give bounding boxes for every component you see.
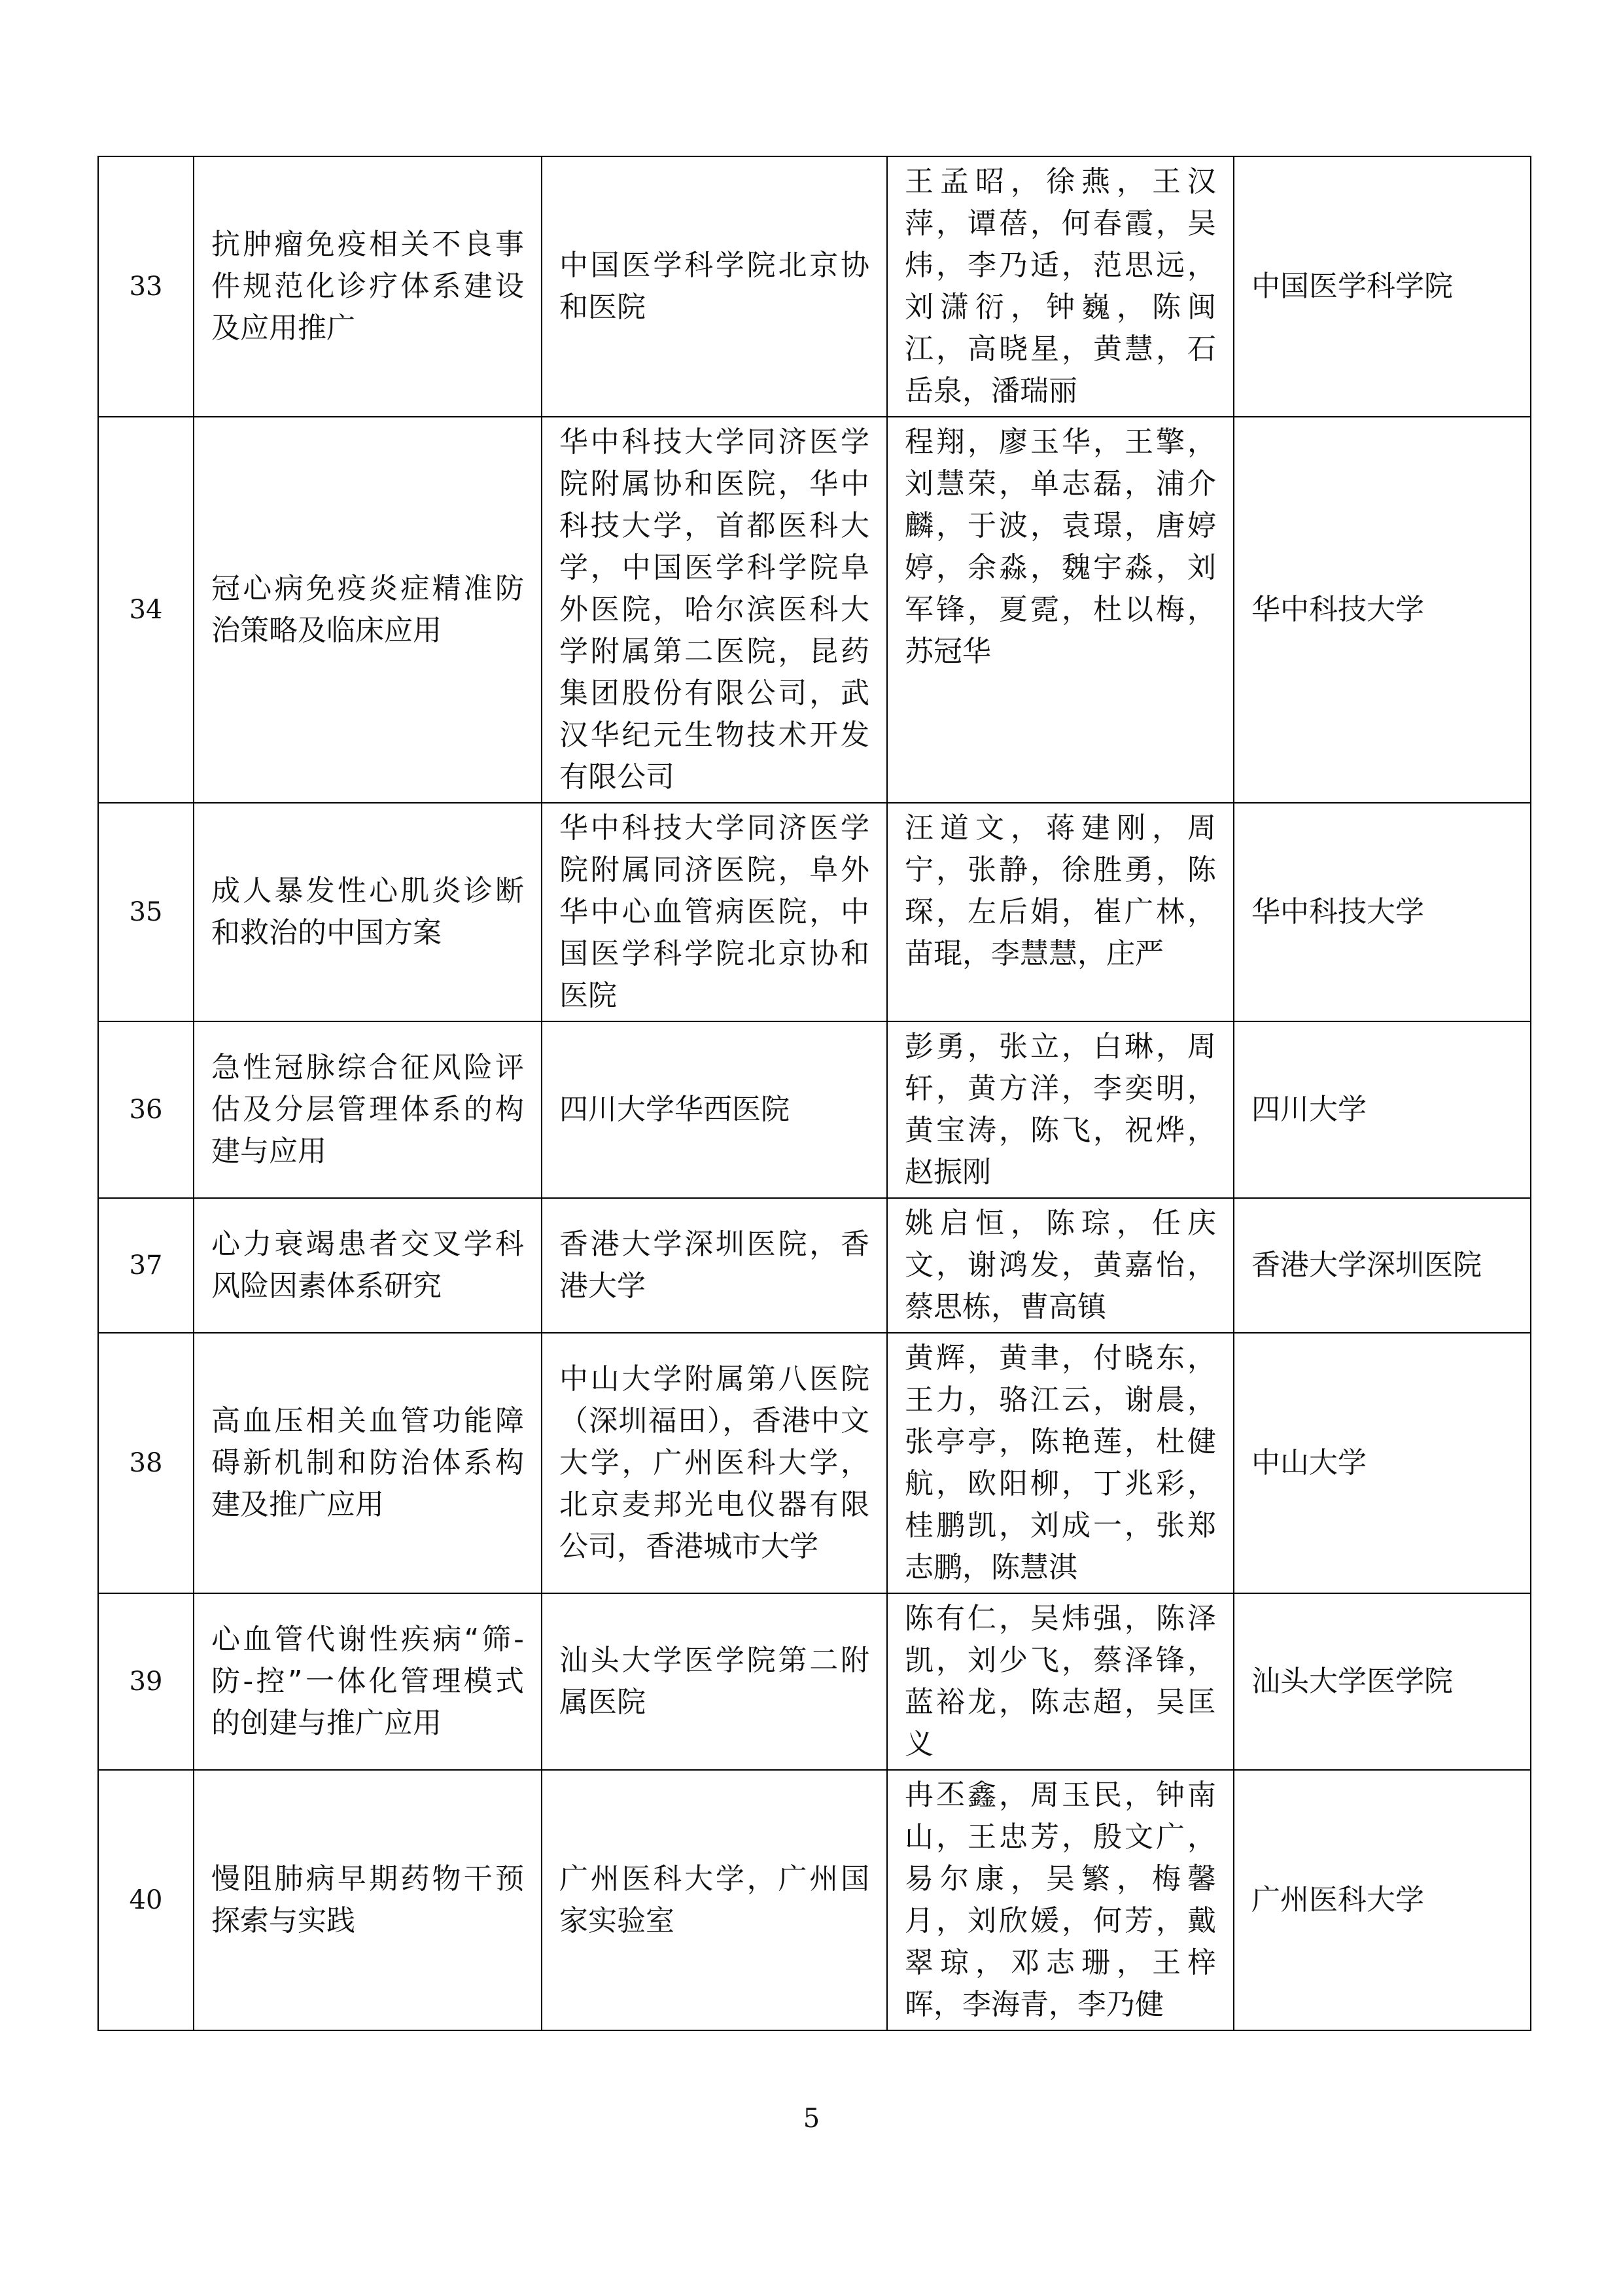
- nominating-unit: 华中科技大学: [1234, 417, 1531, 803]
- project-name: 慢阻肺病早期药物干预探索与实践: [194, 1770, 542, 2030]
- table-row: [98, 803, 1531, 1021]
- table-row: [98, 156, 1531, 417]
- project-name: 心血管代谢性疾病“筛-防-控”一体化管理模式的创建与推广应用: [194, 1593, 542, 1770]
- page-number: 5: [803, 2104, 820, 2134]
- nominating-unit: 香港大学深圳医院: [1234, 1198, 1531, 1333]
- completing-units: 中国医学科学院北京协和医院: [542, 156, 887, 417]
- row-number: 36: [98, 1021, 194, 1198]
- completing-people: 陈有仁，吴炜强，陈泽凯，刘少飞，蔡泽锋，蓝裕龙，陈志超，吴匡义: [887, 1593, 1234, 1770]
- table-row: [98, 1021, 1531, 1198]
- completing-people: 汪道文，蒋建刚，周宁，张静，徐胜勇，陈琛，左后娟，崔广林，苗琨，李慧慧，庄严: [887, 803, 1234, 1021]
- row-number: 39: [98, 1593, 194, 1770]
- project-name: 高血压相关血管功能障碍新机制和防治体系构建及推广应用: [194, 1333, 542, 1593]
- table-row: [98, 417, 1531, 803]
- completing-people: 黄辉，黄聿，付晓东，王力，骆江云，谢晨，张亭亭，陈艳莲，杜健航，欧阳柳，丁兆彩，桂鹏凯，刘成一，张郑志鹏，陈慧淇: [887, 1333, 1234, 1593]
- completing-units: 华中科技大学同济医学院附属同济医院，阜外华中心血管病医院，中国医学科学院北京协和医院: [542, 803, 887, 1021]
- nominating-unit: 华中科技大学: [1234, 803, 1531, 1021]
- completing-people: 彭勇，张立，白琳，周轩，黄方洋，李奕明，黄宝涛，陈飞，祝烨，赵振刚: [887, 1021, 1234, 1198]
- project-name: 抗肿瘤免疫相关不良事件规范化诊疗体系建设及应用推广: [194, 156, 542, 417]
- completing-people: 王孟昭，徐燕，王汉萍，谭蓓，何春霞，吴炜，李乃适，范思远，刘潇衍，钟巍，陈闽江，高晓星，黄慧，石岳泉，潘瑞丽: [887, 156, 1234, 417]
- project-name: 冠心病免疫炎症精准防治策略及临床应用: [194, 417, 542, 803]
- award-table: [97, 156, 1531, 2031]
- completing-units: 香港大学深圳医院，香港大学: [542, 1198, 887, 1333]
- completing-units: 四川大学华西医院: [542, 1021, 887, 1198]
- nominating-unit: 四川大学: [1234, 1021, 1531, 1198]
- completing-people: 冉丕鑫，周玉民，钟南山，王忠芳，殷文广，易尔康，吴繁，梅馨月，刘欣媛，何芳，戴翠琼，邓志珊，王梓晖，李海青，李乃健: [887, 1770, 1234, 2030]
- completing-people: 程翔，廖玉华，王擎，刘慧荣，单志磊，浦介麟，于波，袁璟，唐婷婷，余淼，魏宇淼，刘军锋，夏霓，杜以梅，苏冠华: [887, 417, 1234, 803]
- row-number: 37: [98, 1198, 194, 1333]
- nominating-unit: 中国医学科学院: [1234, 156, 1531, 417]
- row-number: 40: [98, 1770, 194, 2030]
- completing-units: 华中科技大学同济医学院附属协和医院，华中科技大学，首都医科大学，中国医学科学院阜外医院，哈尔滨医科大学附属第二医院，昆药集团股份有限公司，武汉华纪元生物技术开发有限公司: [542, 417, 887, 803]
- completing-units: 广州医科大学，广州国家实验室: [542, 1770, 887, 2030]
- row-number: 35: [98, 803, 194, 1021]
- completing-units: 中山大学附属第八医院（深圳福田），香港中文大学，广州医科大学，北京麦邦光电仪器有限公司，香港城市大学: [542, 1333, 887, 1593]
- project-name: 心力衰竭患者交叉学科风险因素体系研究: [194, 1198, 542, 1333]
- nominating-unit: 汕头大学医学院: [1234, 1593, 1531, 1770]
- project-name: 成人暴发性心肌炎诊断和救治的中国方案: [194, 803, 542, 1021]
- project-name: 急性冠脉综合征风险评估及分层管理体系的构建与应用: [194, 1021, 542, 1198]
- table-row: [98, 1593, 1531, 1770]
- row-number: 33: [98, 156, 194, 417]
- table-row: [98, 1333, 1531, 1593]
- award-table-body: [98, 156, 1531, 2030]
- row-number: 34: [98, 417, 194, 803]
- completing-people: 姚启恒，陈琮，任庆文，谢鸿发，黄嘉怡，蔡思栋，曹高镇: [887, 1198, 1234, 1333]
- table-row: [98, 1198, 1531, 1333]
- table-row: [98, 1770, 1531, 2030]
- row-number: 38: [98, 1333, 194, 1593]
- nominating-unit: 中山大学: [1234, 1333, 1531, 1593]
- completing-units: 汕头大学医学院第二附属医院: [542, 1593, 887, 1770]
- nominating-unit: 广州医科大学: [1234, 1770, 1531, 2030]
